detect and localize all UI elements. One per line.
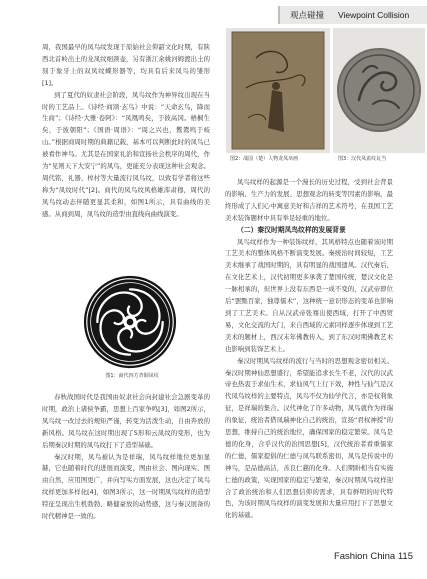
left-paragraph-2: 到了夏代的奴隶社会阶段，凤鸟纹作为神异纹出现在当时的工艺品上。《诗经·商颂·玄鸟》中说：“天命玄鸟，降而生商”；《诗经·大雅·卷阿》：“凤凰鸣矣，于彼高冈。梧桐生矣，于彼朝阳”；《国语·周语》：“周之兴也，鸑鷟鸣于岐山。”根据商周时期的典籍记载，基本可以判断此时的凤鸟已被看作神鸟。尤其是在国家礼治和宣扬社会秩序的周代，作为“见则天下大安宁”的凤鸟，更能充分表现这种社会观念。周代铭，礼器、椁村等大量流行凤鸟纹，以致有学者将这些称为“凤纹时代”[2]。商代的凤鸟纹风格雄浑肃穆，周代的凤鸟纹动态伴随更显其柔和，如图1所示，具有曲线的美感。从商到周，凤鸟纹的造型由直线向曲线演变。 (42, 90, 210, 218)
right-intro-paragraph: 凤鸟纹样的起源是一个漫长的历史过程，受到社会背景的影响、生产力的发展、思想观念的转变等因素的影响，最终形成了人们心中寓意美好和吉祥的艺术符号，在我国工艺美术装饰题材中具有举足轻重的地位。 (225, 178, 393, 222)
figure-1-caption: 图1：商代四方青铜凤纹 (105, 373, 159, 379)
figure-2-caption: 图2：战国（楚）人物龙凤帛画 (230, 156, 299, 162)
left-column-top (42, 42, 210, 221)
figure-3-caption: 图3：汉代凤雀纹瓦当 (338, 156, 387, 162)
right-column (225, 177, 393, 522)
page-footer: Fashion China 115 (333, 551, 413, 562)
right-paragraph-1: 凤鸟纹样作为一种装饰纹样，其风格特点也随着该时期工艺美术的整体风格不断演变发展。秦统治时间较短，工艺美术继承了战国时期的，具有明显的战国遗风。汉代秦后，在文化艺术上，汉代初期更多承袭了楚国传统，楚汉文化是一脉相承的，但世界上没有东西是一成不变的，汉武帝即位后“罢黜百家，独尊儒术”，这种统一意识形态的变革也影响到了工艺美术。自从汉武帝张骞出使西域，打开了中西贸易，文化交流的大门，来自西域的元素同样逐步体现到工艺美术的题材上，西汉末年佛教传入，到了东汉时期佛教艺术也影响到装饰艺术上。 (225, 237, 393, 353)
left-bottom-paragraph-1: 春秋战国时代是我国由奴隶社会向封建社会急剧变革的时期，政治上诸侯争霸，思想上百家争鸣[3]，如图2所示，凤鸟纹一改过去的规矩严谨，转变为活泼生动，自由奔放的新风格。凤鸟纹在这时期出现了S形和云凤纹的变形，也为后期秦汉时期的凤鸟纹打下了造型基础。 (42, 393, 210, 449)
figure-3-eaves-tile (333, 28, 425, 153)
left-column-bottom (42, 392, 210, 523)
section-heading: （二）秦汉时期凤鸟纹样的发展背景 (237, 225, 346, 234)
left-paragraph-1: 周，我国最早的凤鸟纹发现于原始社会仰韶文化时期，有陕西北首岭出土的龙凤纹细颈壶，另有浙江余姚河姆渡出土的刻于象牙上的双凤纹蝶形器等，均具有后来凤鸟的雏形[1]。 (42, 43, 210, 87)
right-paragraph-2: 秦汉时期凤鸟纹样的流行与当时的思想观念密切相关。秦汉时期神仙思想盛行，希望能追求长生不老，汉代的汉武帝也热衷于求仙生术，求仙风气上行下效，种性与仙气是汉代凤鸟纹样的主要特点，凤鸟不仅为仙学代言，亦是权利象征，是祥瑞的集合。汉代神化了许多动物，凤鸟就作为祥瑞的象征，统治者借凤瑞神化自己的统治，宣扬“君权神授”的思想，维持自己的统治地位，确保国家的稳定繁荣。凤鸟是德的化身，合乎汉代的治国思想[5]，汉代统治者看重儒家的仁德，儒家提倡的仁德与凤鸟联系密切，凤鸟是传说中的神鸟，是品德高洁，善良仁慈的化身。人们期盼相当有实施仁德的政策，实现国家的稳定与繁荣，秦汉时期凤鸟纹样迎合了政治统治和人们思想信仰的需求，具有鲜明的时代特色，为该时期凤鸟纹样的演变发展和大量应用打下了思想文化的基础。 (225, 356, 393, 520)
section-header-tab (278, 6, 427, 24)
section-title-en: Viewpoint Collision (338, 10, 410, 20)
silk-painting-image (226, 28, 330, 153)
figure-2-silk-painting (226, 28, 330, 153)
eaves-tile-image (333, 28, 425, 153)
figure-1-bronze-mirror (82, 274, 178, 370)
left-bottom-paragraph-2: 秦汉时期，凤鸟被认为是祥瑞，凤鸟纹样地位更加显赫，它也随着时代的进展而演变，图由社会、图向现实、图由自然，应用图更广，并向写实方面发展，这也决定了凤鸟纹样更加多样化[4]，如图3所示，这一时期凤鸟纹样的造型特征呈现出生机勃勃、略健豪放的动势感，这与秦汉展备的时代精神是一致的。 (42, 452, 210, 521)
section-title-cn: 观点碰撞 (290, 11, 325, 21)
